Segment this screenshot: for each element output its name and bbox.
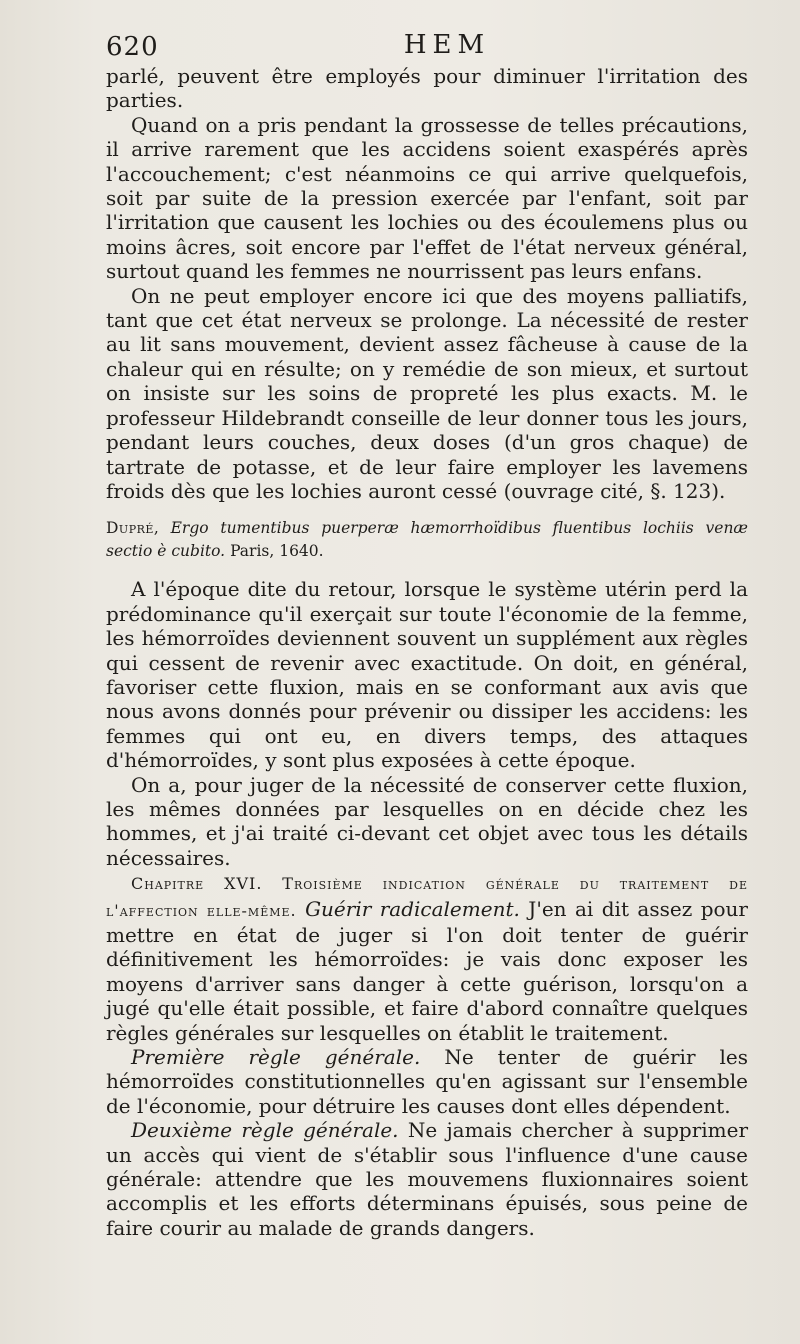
paragraph: Quand on a pris pendant la grossesse de telles précautions, il arrive rarement que les accidens soient exaspérés après l'accouchement; c'est néanmoins ce qui arrive quelquefois, soit par suite de la pression exercée par l'enfant, soit par l'irritation que causent les lochies ou des écoulemens plus ou moins âcres, soit encore par l'effet de l'état nerveux général, surtout quand les femmes ne nourrissent pas leurs enfans. [106,112,748,284]
paragraph: On a, pour juger de la nécessité de conserver cette fluxion, les mêmes données par lesquelles on en décide chez les hommes, et j'ai traité ci-devant cet objet avec tous les détails nécessaires. [106,772,748,870]
rule-paragraph [106,1045,748,1118]
running-head: HEM [403,30,491,60]
paragraph: On ne peut employer encore ici que des moyens palliatifs, tant que cet état nerveux se prolonge. La nécessité de rester au lit sans mouvement, devient assez fâcheuse à cause de la chaleur qui en résulte; on y remédie de son mieux, et surtout on insiste sur les soins de propreté les plus exacts. M. le professeur Hildebrandt conseille de leur donner tous les jours, pendant leurs couches, deux doses (d'un gros chaque) de tartrate de potasse, et de leur faire employer les lavemens froids dès que les lochies auront cessé (ouvrage cité, §. 123). [106,283,748,503]
bibliographic-reference: Dupré, Ergo tumentibus puerperæ hæmorrhoïdibus fluentibus lochiis venæ sectio è cubito. Paris, 1640. [106,519,748,561]
page-header [106,28,748,64]
reference-imprint: Paris, 1640. [230,542,324,561]
chapter-text: J'en ai dit assez pour mettre en état de juger si l'on doit tenter de guérir définitivement les hémorroïdes: je vais donc exposer les moyens d'arriver sans danger à cette guérison, lorsqu'on a jugé qu'elle était possible, et faire d'abord connaître quelques règles générales sur lesquelles on établit le traitement. [106,896,748,1045]
chapter-heading: Chapitre XVI. Troisième indication générale du traitement de l'affection elle-même. [106,874,748,920]
chapter-subtitle: Guérir radicalement. [305,896,520,921]
reference-title: Ergo tumentibus puerperæ hæmorrhoïdibus fluentibus lochiis venæ sectio è cubito. [106,519,748,561]
rule-text: Ne tenter de guérir les hémorroïdes constitutionnelles qu'en agissant sur l'ensemble de l'économie, pour détruire les causes dont elles dépendent. [106,1045,748,1118]
rule-label: Deuxième règle générale. [131,1118,399,1143]
rule-text: Ne jamais chercher à supprimer un accès qui vient de s'établir sous l'influence d'une cause générale: attendre que les mouvemens fluxionnaires soient accomplis et les efforts déterminans épuisés, sous peine de faire courir au malade de grands dangers. [106,1118,749,1240]
chapter-paragraph [106,870,748,1045]
paragraph: parlé, peuvent être employés pour diminuer l'irritation des parties. [106,64,748,113]
body-text [106,64,748,1240]
page-number: 620 [106,32,159,62]
rule-label: Première règle générale. [131,1045,421,1070]
paragraph: A l'époque dite du retour, lorsque le système utérin perd la prédominance qu'il exerçait sur toute l'économie de la femme, les hémorroïdes deviennent souvent un supplément aux règles qui cessent de revenir avec exactitude. On doit, en général, favoriser cette fluxion, mais en se conformant aux avis que nous avons donnés pour prévenir ou dissiper les accidens: les femmes qui ont eu, en divers temps, des attaques d'hémorroïdes, y sont plus exposées à cette époque. [106,577,748,773]
rule-paragraph [106,1118,748,1240]
reference-author: Dupré [106,519,154,538]
